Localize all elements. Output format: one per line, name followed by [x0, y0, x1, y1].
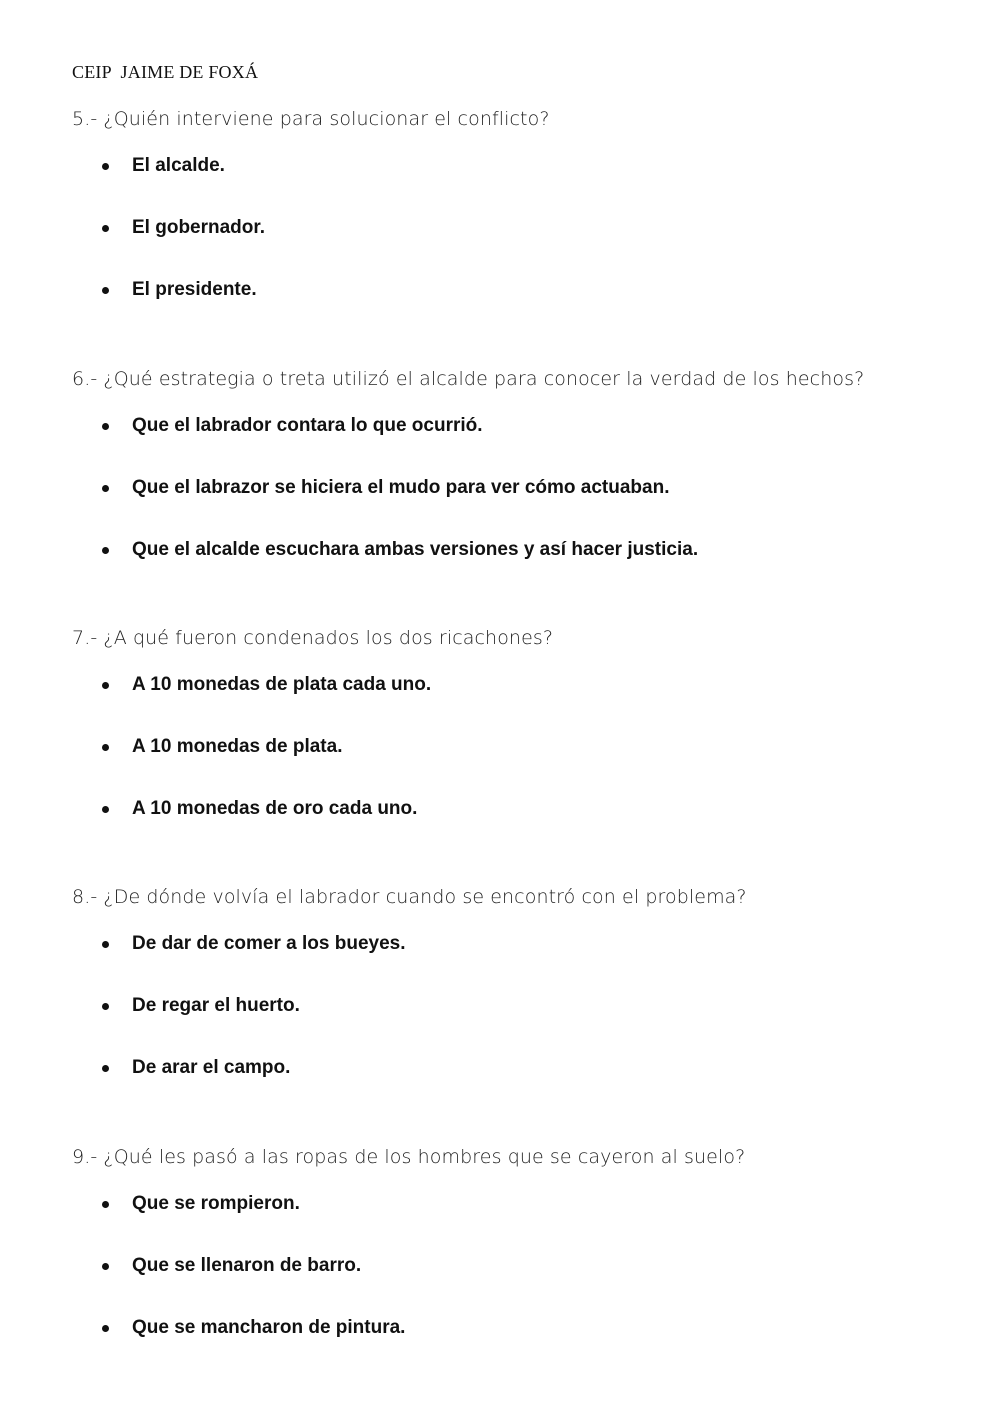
answer-option[interactable] [72, 215, 972, 277]
answer-option[interactable] [72, 931, 972, 993]
answer-option-label: Que se llenaron de barro. [132, 1255, 362, 1276]
answer-option[interactable] [72, 734, 972, 796]
answer-option[interactable] [72, 475, 972, 537]
bullet-icon [102, 547, 109, 554]
answer-option-label: El presidente. [132, 279, 257, 300]
bullet-icon [102, 1003, 109, 1010]
question-block-7 [72, 623, 972, 858]
answer-option[interactable] [72, 1191, 972, 1253]
answer-option-label: Que el alcalde escuchara ambas versiones y así hacer justicia. [132, 539, 699, 560]
answer-option-label: Que el labrazor se hiciera el mudo para ver cómo actuaban. [132, 477, 670, 498]
bullet-icon [102, 423, 109, 430]
answer-option[interactable] [72, 153, 972, 215]
answer-option-label: A 10 monedas de plata cada uno. [132, 674, 432, 695]
school-name: CEIP JAIME DE FOXÁ [72, 62, 259, 82]
answer-options [72, 931, 972, 1117]
question-text: 6.- ¿Qué estrategia o treta utilizó el alcalde para conocer la verdad de los hechos? [72, 368, 865, 390]
question-text: 5.- ¿Quién interviene para solucionar el conflicto? [72, 108, 550, 130]
bullet-icon [102, 287, 109, 294]
bullet-icon [102, 1263, 109, 1270]
answer-option-label: Que el labrador contara lo que ocurrió. [132, 415, 483, 436]
bullet-icon [102, 225, 109, 232]
bullet-icon [102, 1201, 109, 1208]
bullet-icon [102, 163, 109, 170]
answer-options [72, 153, 972, 339]
answer-option-label: A 10 monedas de plata. [132, 736, 343, 757]
question-text: 7.- ¿A qué fueron condenados los dos ricachones? [72, 627, 554, 649]
answer-option-label: De dar de comer a los bueyes. [132, 933, 406, 954]
answer-option[interactable] [72, 413, 972, 475]
answer-option[interactable] [72, 537, 972, 599]
answer-option[interactable] [72, 1253, 972, 1315]
answer-option[interactable] [72, 993, 972, 1055]
bullet-icon [102, 1325, 109, 1332]
bullet-icon [102, 941, 109, 948]
question-block-8 [72, 882, 972, 1117]
answer-option[interactable] [72, 277, 972, 339]
answer-options [72, 1191, 972, 1377]
answer-option-label: De regar el huerto. [132, 995, 300, 1016]
answer-option-label: El alcalde. [132, 155, 225, 176]
answer-option-label: De arar el campo. [132, 1057, 291, 1078]
answer-options [72, 413, 972, 599]
bullet-icon [102, 485, 109, 492]
question-text: 8.- ¿De dónde volvía el labrador cuando se encontró con el problema? [72, 886, 747, 908]
bullet-icon [102, 1065, 109, 1072]
bullet-icon [102, 806, 109, 813]
answer-option[interactable] [72, 1055, 972, 1117]
bullet-icon [102, 682, 109, 689]
question-block-5 [72, 104, 972, 339]
question-text: 9.- ¿Qué les pasó a las ropas de los hombres que se cayeron al suelo? [72, 1146, 746, 1168]
answer-option-label: Que se mancharon de pintura. [132, 1317, 406, 1338]
bullet-icon [102, 744, 109, 751]
answer-option[interactable] [72, 1315, 972, 1377]
answer-options [72, 672, 972, 858]
answer-option-label: El gobernador. [132, 217, 266, 238]
answer-option-label: A 10 monedas de oro cada uno. [132, 798, 418, 819]
answer-option-label: Que se rompieron. [132, 1193, 300, 1214]
answer-option[interactable] [72, 672, 972, 734]
question-block-9 [72, 1142, 972, 1377]
answer-option[interactable] [72, 796, 972, 858]
question-block-6 [72, 364, 972, 599]
